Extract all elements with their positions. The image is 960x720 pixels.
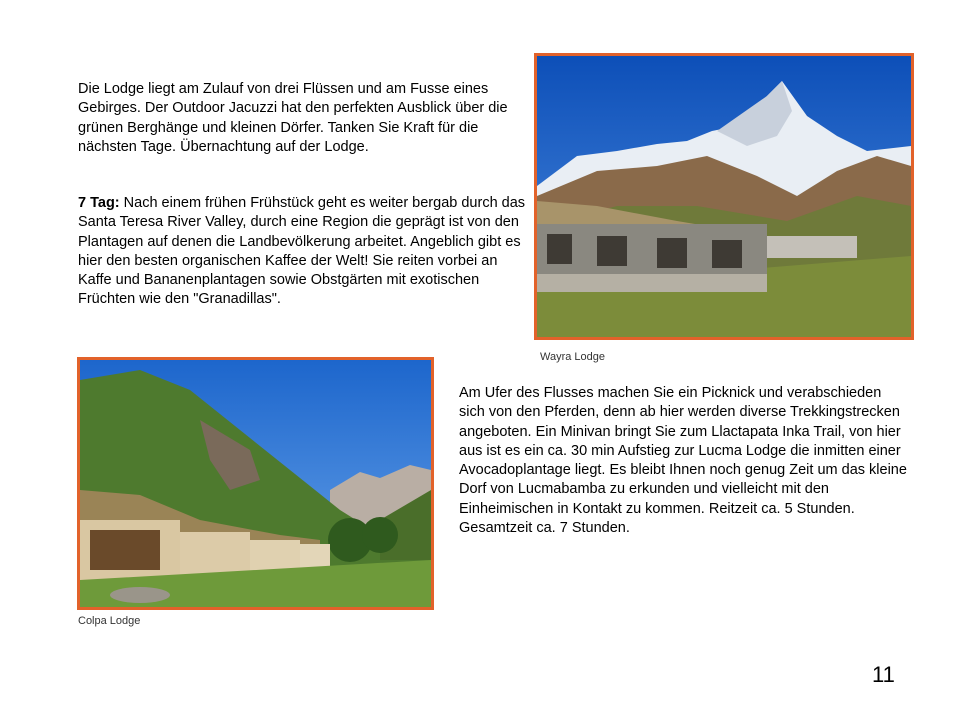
page-number: 11: [872, 662, 895, 687]
wayra-lodge-caption: Wayra Lodge: [540, 351, 606, 363]
colpa-lodge-photo: [77, 357, 434, 610]
intro-paragraph: Die Lodge liegt am Zulauf von drei Flüssen und am Fusse eines Gebirges. Der Outdoor Jacuzzi hat den perfekten Ausblick über die grünen Berghänge und kleinen Dörfer. Tanken Sie Kraft für die nächsten Tage. Übernachtung auf der Lodge.: [78, 81, 508, 155]
wayra-lodge-photo: [534, 53, 914, 340]
day7-paragraph: [78, 194, 528, 310]
colpa-lodge-caption: Colpa Lodge: [78, 615, 141, 627]
picnic-paragraph: Am Ufer des Flusses machen Sie ein Picknick und verabschieden sich von den Pferden, denn ab hier werden diverse Trekkingstrecken angeboten. Ein Minivan bringt Sie zum Llactapata Inka Trail, von hier aus ist es ein ca. 30 min Aufstieg zur Lucma Lodge die inmitten einer Avocadoplantage liegt. Es bleibt Ihnen noch genug Zeit um das kleine Dorf von Lucmabamba zu erkunden und vielleicht mit den Einheimischen in Kontakt zu kommen. Reitzeit ca. 5 Stunden. Gesamtzeit ca. 7 Stunden.: [459, 385, 907, 537]
day7-text: Nach einem frühen Frühstück geht es weiter bergab durch das Santa Teresa River Valley, durch eine Region die geprägt ist von den Plantagen auf denen die Landbevölkerung arbeitet. Angeblich gibt es hier den besten organischen Kaffee der Welt! Sie reiten vorbei an Kaffe und Bananenplantagen sowie Obstgärten mit exotischen Früchten wie den "Granadillas".: [78, 195, 526, 308]
day7-label: 7 Tag:: [78, 195, 120, 211]
